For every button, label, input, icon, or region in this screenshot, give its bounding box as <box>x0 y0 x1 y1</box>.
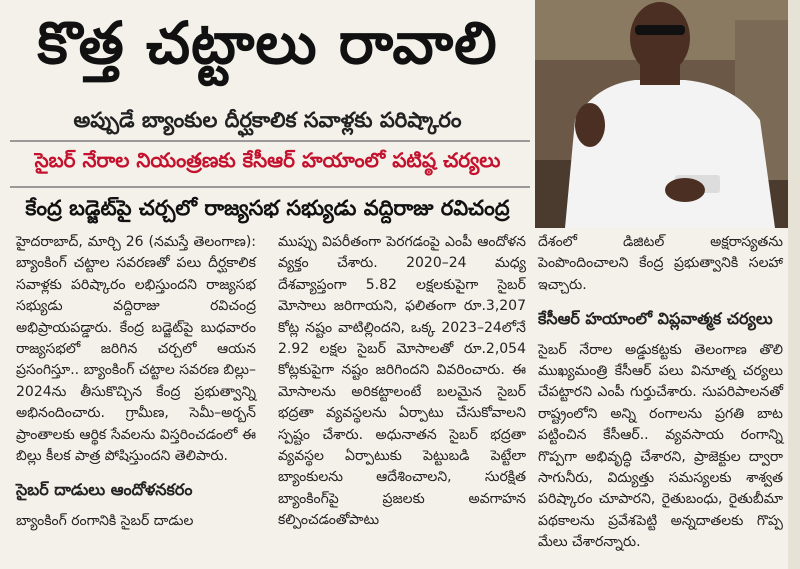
speaker-photo <box>535 0 800 228</box>
subheading: సైబర్ దాడులు ఆందోళనకరం <box>16 480 193 500</box>
deck-line-2: సైబర్ నేరాల నియంత్రణకు కేసీఆర్ హయాంలో పటిష్ఠ చర్యలు <box>34 148 501 172</box>
article-column-2 <box>278 232 526 532</box>
article-paragraph: బ్యాంకింగ్ రంగానికి సైబర్ దాడుల <box>16 512 194 529</box>
article-paragraph: హైదరాబాద్, మార్చి 26 (నమస్తే తెలంగాణ): బ్యాంకింగ్ చట్టాల సవరణతో పలు దీర్ఘకాలిక సవాళ్లకు పరిష్కారం లభిస్తుందని రాజ్యసభ సభ్యుడు వద్దిరాజు రవిచంద్ర అభిప్రాయపడ్డారు. కేంద్ర బడ్జెట్‌పై బుధవారం రాజ్యసభలో జరిగిన చర్చలో ఆయన ప్రసంగిస్తూ.. బ్యాంకింగ్ చట్టాల సవరణ బిల్లు–2024ను తీసుకొచ్చిన కేంద్ర ప్రభుత్వాన్ని అభినందించారు. గ్రామీణ, సెమీ–అర్బన్ ప్రాంతాలకు ఆర్థిక సేవలను విస్తరించడంలో ఈ బిల్లు కీలక పాత్ర పోషిస్తుందని తెలిపారు. <box>16 234 256 465</box>
deck-line-1: అప్పుడే బ్యాంకుల దీర్ఘకాలిక సవాళ్లకు పరిష్కారం <box>73 108 462 132</box>
article-paragraph: దేశంలో డిజిటల్ అక్షరాస్యతను పెంపొందించాలని కేంద్ర ప్రభుత్వానికి సలహా ఇచ్చారు. <box>538 234 783 293</box>
divider <box>10 186 530 188</box>
deck-line-3: కేంద్ర బడ్జెట్‌పై చర్చలో రాజ్యసభ సభ్యుడు వద్దిరాజు రవిచంద్ర <box>25 196 510 220</box>
divider <box>10 140 530 142</box>
article-column-1 <box>16 232 256 532</box>
article-column-3 <box>538 232 783 554</box>
article-paragraph: సైబర్ నేరాల అడ్డుకట్టకు తెలంగాణ తొలి ముఖ్యమంత్రి కేసీఆర్ పలు వినూత్న చర్యలు చేపట్టారని ఎంపీ గుర్తుచేశారు. సుపరిపాలనతో రాష్ట్రంలోని అన్ని రంగాలను ప్రగతి బాట పట్టించిన కేసీఆర్.. వ్యవసాయ రంగాన్ని గొప్పగా అభివృద్ధి చేశారని, ప్రాజెక్టుల ద్వారా సాగునీరు, విద్యుత్తు సమస్యలకు శాశ్వత పరిష్కారం చూపారని, రైతుబంధు, రైతుబీమా పథకాలను ప్రవేశపెట్టి అన్నదాతలకు గొప్ప మేలు చేశారన్నారు. <box>538 341 783 551</box>
subheading: కేసీఆర్ హయాంలో విప్లవాత్మక చర్యలు <box>538 309 773 329</box>
headline: కొత్త చట్టాలు రావాలి <box>37 8 498 77</box>
page-edge <box>788 0 800 569</box>
article-paragraph: ముప్పు విపరీతంగా పెరగడంపై ఎంపీ ఆందోళన వ్యక్తం చేశారు. 2020–24 మధ్య దేశవ్యాప్తంగా 5.82 లక్షలకుపైగా సైబర్ మోసాలు జరిగాయని, ఫలితంగా రూ.3,207 కోట్ల నష్టం వాటిల్లిందని, ఒక్క 2023–24లోనే 2.92 లక్షల సైబర్ మోసాలతో రూ.2,054 కోట్లకుపైగా నష్టం జరిగిందని వివరించారు. ఈ మోసాలను అరికట్టాలంటే బలమైన సైబర్ భద్రతా వ్యవస్థలను ఏర్పాటు చేసుకోవాలని స్పష్టం చేశారు. అధునాతన సైబర్ భద్రతా వ్యవస్థల ఏర్పాటుకు పెట్టుబడి పెట్టేలా బ్యాంకులను ఆదేశించాలని, సురక్షిత బ్యాంకింగ్‌పై ప్రజలకు అవగాహన కల్పించడంతోపాటు <box>278 234 526 529</box>
